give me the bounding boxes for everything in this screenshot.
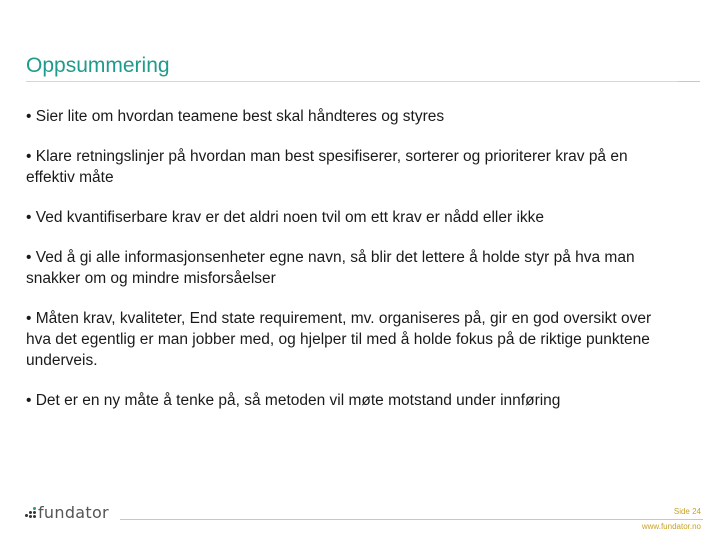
- bullet-item: • Ved kvantifiserbare krav er det aldri noen tvil om ett krav er nådd eller ikke: [26, 209, 545, 226]
- footer-url: www.fundator.no: [641, 522, 701, 531]
- footer-divider: [120, 519, 703, 520]
- logo-dots-icon: [25, 505, 37, 519]
- bullet-item: • Måten krav, kvaliteter, End state requirement, mv. organiseres på, gir en god oversikt over hva det egentlig er man jobber med, og hjelper til med å holde fokus på de riktige punktene underveis.: [26, 310, 652, 369]
- bullet-item: • Sier lite om hvordan teamene best skal håndteres og styres: [26, 108, 445, 125]
- title-divider: [26, 81, 678, 82]
- bullet-item: • Klare retningslinjer på hvordan man best spesifiserer, sorterer og prioriterer krav på en effektiv måte: [26, 148, 628, 186]
- slide-title: Oppsummering: [26, 54, 170, 77]
- logo-wordmark: fundator: [38, 502, 109, 522]
- fundator-logo: [25, 502, 109, 522]
- bullet-list: [26, 106, 666, 430]
- bullet-item: • Det er en ny måte å tenke på, så metoden vil møte motstand under innføring: [26, 392, 561, 409]
- bullet-item: • Ved å gi alle informasjonsenheter egne navn, så blir det lettere å holde styr på hva man snakker om og mindre misforsåelser: [26, 249, 635, 287]
- slide-number: Side 24: [673, 507, 701, 516]
- title-divider-tail: [678, 81, 700, 82]
